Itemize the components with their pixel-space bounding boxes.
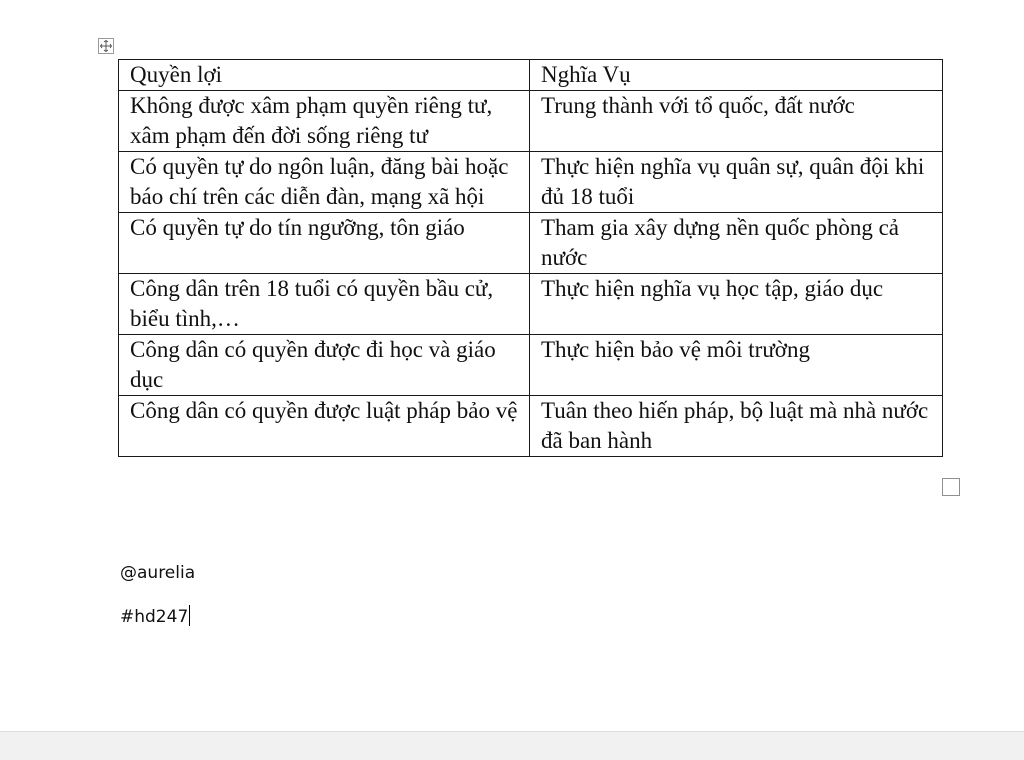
cell-text: Tuân theo hiến pháp, bộ luật mà nhà nước đã ban hành — [541, 398, 929, 453]
table-cell[interactable] — [119, 335, 530, 396]
table-cell[interactable] — [119, 213, 530, 274]
table-cell[interactable] — [119, 396, 530, 457]
table-cell[interactable] — [530, 91, 943, 152]
header-rights: Quyền lợi — [130, 62, 223, 87]
table-cell[interactable] — [530, 274, 943, 335]
table-cell[interactable] — [119, 152, 530, 213]
table-cell[interactable] — [530, 152, 943, 213]
table-cell[interactable] — [119, 274, 530, 335]
cell-text: Thực hiện bảo vệ môi trường — [541, 337, 810, 362]
cell-text: Công dân trên 18 tuổi có quyền bầu cử, biểu tình,… — [130, 276, 494, 331]
status-bar — [0, 731, 1024, 760]
cell-text: Không được xâm phạm quyền riêng tư, xâm phạm đến đời sống riêng tư — [130, 93, 493, 148]
table-resize-icon[interactable] — [942, 478, 960, 496]
table-row — [119, 91, 943, 152]
table-cell[interactable] — [530, 335, 943, 396]
cell-text: Thực hiện nghĩa vụ quân sự, quân đội khi đủ 18 tuổi — [541, 154, 925, 209]
header-duties: Nghĩa Vụ — [541, 62, 631, 87]
header-cell-duties[interactable] — [530, 60, 943, 91]
table-row — [119, 335, 943, 396]
cell-text: Thực hiện nghĩa vụ học tập, giáo dục — [541, 276, 884, 301]
table-row — [119, 213, 943, 274]
tag-line[interactable] — [120, 605, 190, 627]
cell-text: Công dân có quyền được luật pháp bảo vệ — [130, 398, 518, 423]
cell-text: Tham gia xây dựng nền quốc phòng cả nước — [541, 215, 900, 270]
header-cell-rights[interactable] — [119, 60, 530, 91]
author-handle[interactable] — [120, 563, 195, 583]
cell-text: Có quyền tự do tín ngưỡng, tôn giáo — [130, 215, 465, 240]
table-cell[interactable] — [530, 396, 943, 457]
tag-text: #hd247 — [120, 607, 189, 627]
cell-text: Trung thành với tổ quốc, đất nước — [541, 93, 855, 118]
cell-text: Công dân có quyền được đi học và giáo dục — [130, 337, 496, 392]
author-text: @aurelia — [120, 563, 196, 583]
table-cell[interactable] — [119, 91, 530, 152]
rights-duties-table — [118, 59, 943, 457]
table-header-row — [119, 60, 943, 91]
text-cursor — [189, 605, 190, 626]
table-row — [119, 274, 943, 335]
cell-text: Có quyền tự do ngôn luận, đăng bài hoặc báo chí trên các diễn đàn, mạng xã hội — [130, 154, 509, 209]
table-move-icon[interactable] — [98, 38, 114, 54]
table-cell[interactable] — [530, 213, 943, 274]
table-row — [119, 396, 943, 457]
move-arrows-icon — [100, 40, 112, 52]
table-row — [119, 152, 943, 213]
